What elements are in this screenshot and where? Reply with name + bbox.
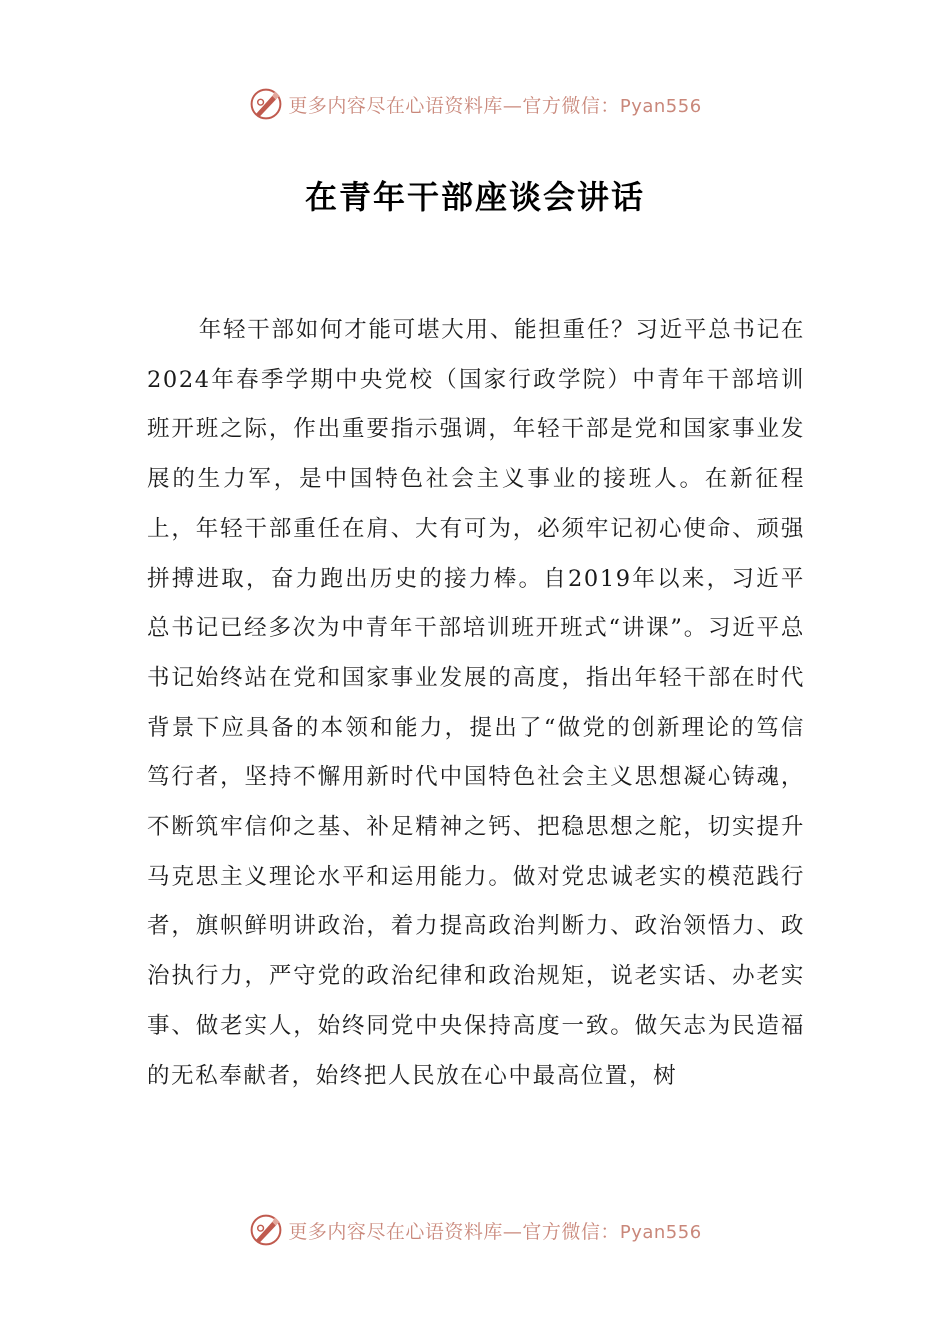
document-title: 在青年干部座谈会讲话 — [304, 178, 645, 216]
watermark-text-cn: 更多内容尽在心语资料库—官方微信： — [288, 94, 620, 117]
pen-logo-icon — [248, 1212, 284, 1248]
watermark-text — [288, 91, 701, 118]
watermark-wechat-id: Pyan556 — [619, 1221, 702, 1243]
header-watermark-banner — [0, 84, 950, 124]
watermark-text — [288, 1217, 701, 1244]
body-paragraph: 年轻干部如何才能可堪大用、能担重任？习近平总书记在2024年春季学期中央党校（国家行政学院）中青年干部培训班开班之际，作出重要指示强调，年轻干部是党和国家事业发展的生力军，是中国特色社会主义事业的接班人。在新征程上，年轻干部重任在肩、大有可为，必须牢记初心使命、顽强拼搏进取，奋力跑出历史的接力棒。自2019年以来，习近平总书记已经多次为中青年干部培训班开班式“讲课”。习近平总书记始终站在党和国家事业发展的高度，指出年轻干部在时代背景下应具备的本领和能力，提出了“做党的创新理论的笃信笃行者，坚持不懈用新时代中国特色社会主义思想凝心铸魂，不断筑牢信仰之基、补足精神之钙、把稳思想之舵，切实提升马克思主义理论水平和运用能力。做对党忠诚老实的模范践行者，旗帜鲜明讲政治，着力提高政治判断力、政治领悟力、政治执行力，严守党的政治纪律和政治规矩，说老实话、办老实事、做老实人，始终同党中央保持高度一致。做矢志为民造福的无私奉献者，始终把人民放在心中最高位置，树 — [147, 317, 805, 1089]
pen-logo-icon — [248, 86, 284, 122]
watermark-text-cn: 更多内容尽在心语资料库—官方微信： — [288, 1220, 620, 1243]
footer-watermark-banner — [0, 1210, 950, 1250]
watermark-wechat-id: Pyan556 — [619, 95, 702, 117]
